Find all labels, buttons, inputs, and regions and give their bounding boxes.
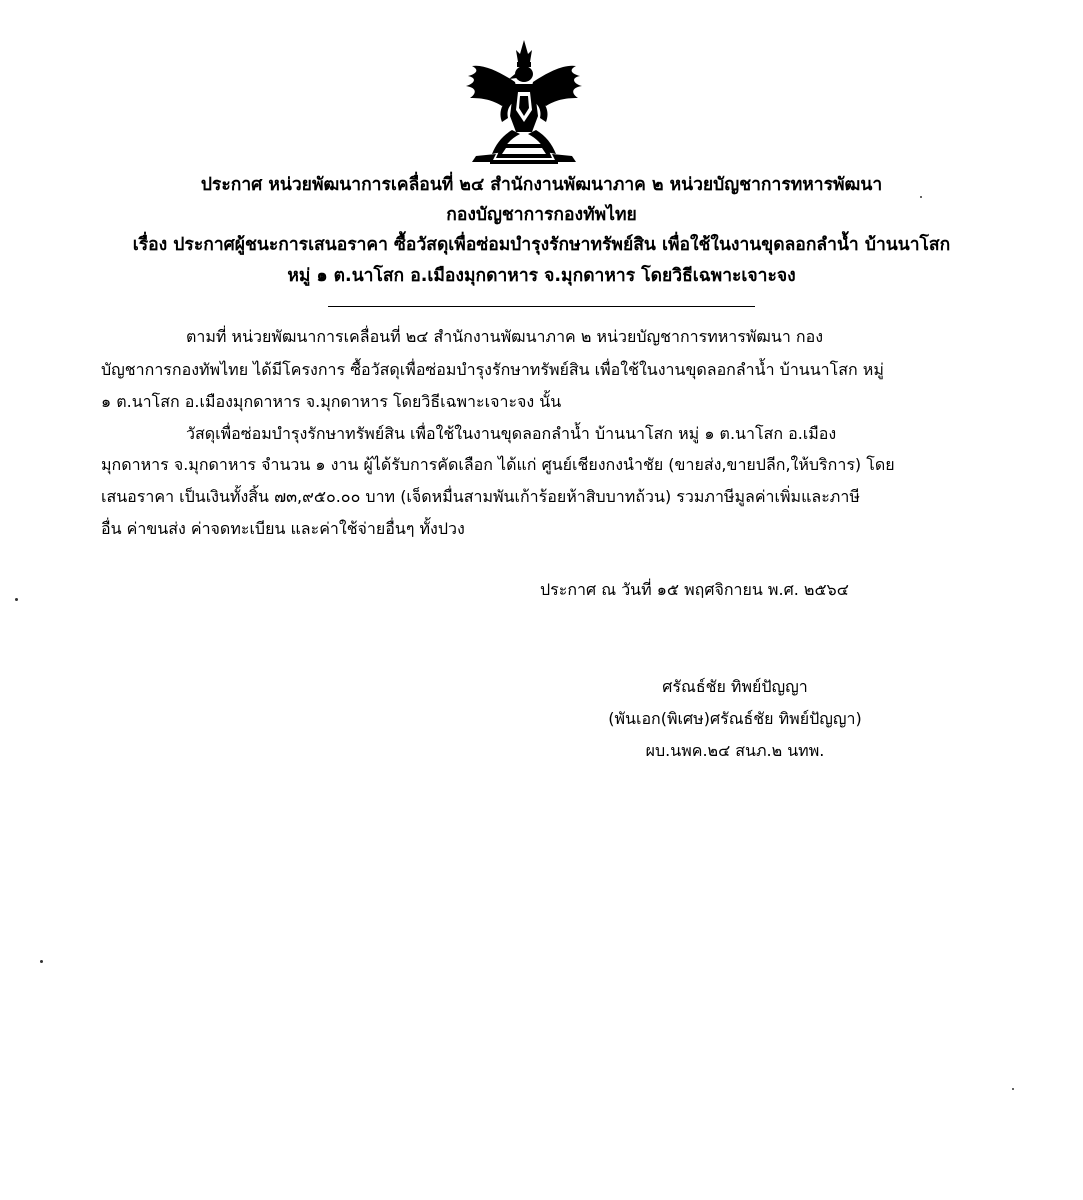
paragraph-1-line-3: ๑ ต.นาโสก อ.เมืองมุกดาหาร จ.มุกดาหาร โดยวิธีเฉพาะเจาะจง นั้น	[101, 392, 562, 411]
paragraph-1-line-2: บัญชาการกองทัพไทย ได้มีโครงการ ซื้อวัสดุเพื่อซ่อมบำรุงรักษาทรัพย์สิน เพื่อใช้ในงานขุดลอกลำน้ำ บ้านนาโสก หมู่	[101, 360, 884, 379]
paragraph-1-line-1: ตามที่ หน่วยพัฒนาการเคลื่อนที่ ๒๔ สำนักงานพัฒนาภาค ๒ หน่วยบัญชาการทหารพัฒนา กอง	[186, 327, 823, 346]
paragraph-2-line-2: มุกดาหาร จ.มุกดาหาร จำนวน ๑ งาน ผู้ได้รับการคัดเลือก ได้แก่ ศูนย์เชียงกงนำชัย (ขายส่ง,ขายปลีก,ให้บริการ) โดย	[101, 455, 895, 474]
garuda-emblem-icon	[462, 36, 586, 168]
scan-speck	[15, 598, 18, 601]
announcement-title-org: กองบัญชาการกองทัพไทย	[446, 205, 637, 225]
announcement-date: ประกาศ ณ วันที่ ๑๕ พฤศจิกายน พ.ศ. ๒๕๖๔	[540, 580, 849, 599]
scan-speck	[40, 960, 43, 963]
scan-speck	[920, 196, 922, 198]
signature-position: ผบ.นพค.๒๔ สนภ.๒ นทพ.	[645, 741, 825, 760]
signature-name: ศรัณธ์ชัย ทิพย์ปัญญา	[662, 677, 808, 696]
announcement-subject-cont: หมู่ ๑ ต.นาโสก อ.เมืองมุกดาหาร จ.มุกดาหาร โดยวิธีเฉพาะเจาะจง	[287, 266, 796, 286]
paragraph-2-line-3: เสนอราคา เป็นเงินทั้งสิ้น ๗๓,๙๕๐.๐๐ บาท (เจ็ดหมื่นสามพันเก้าร้อยห้าสิบบาทถ้วน) รวมภาษีมูลค่าเพิ่มและภาษี	[101, 487, 860, 506]
announcement-title: ประกาศ หน่วยพัฒนาการเคลื่อนที่ ๒๔ สำนักงานพัฒนาภาค ๒ หน่วยบัญชาการทหารพัฒนา	[200, 175, 883, 195]
paragraph-2-line-4: อื่น ค่าขนส่ง ค่าจดทะเบียน และค่าใช้จ่ายอื่นๆ ทั้งปวง	[101, 519, 465, 538]
announcement-subject: เรื่อง ประกาศผู้ชนะการเสนอราคา ซื้อวัสดุเพื่อซ่อมบำรุงรักษาทรัพย์สิน เพื่อใช้ในงานขุดลอกลำน้ำ บ้านนาโสก	[132, 235, 951, 255]
scan-speck	[1012, 1088, 1014, 1090]
signature-rank-name: (พันเอก(พิเศษ)ศรัณธ์ชัย ทิพย์ปัญญา)	[608, 709, 862, 728]
paragraph-2-line-1: วัสดุเพื่อซ่อมบำรุงรักษาทรัพย์สิน เพื่อใช้ในงานขุดลอกลำน้ำ บ้านนาโสก หมู่ ๑ ต.นาโสก อ.เมือง	[186, 424, 837, 443]
heading-divider	[328, 306, 755, 307]
